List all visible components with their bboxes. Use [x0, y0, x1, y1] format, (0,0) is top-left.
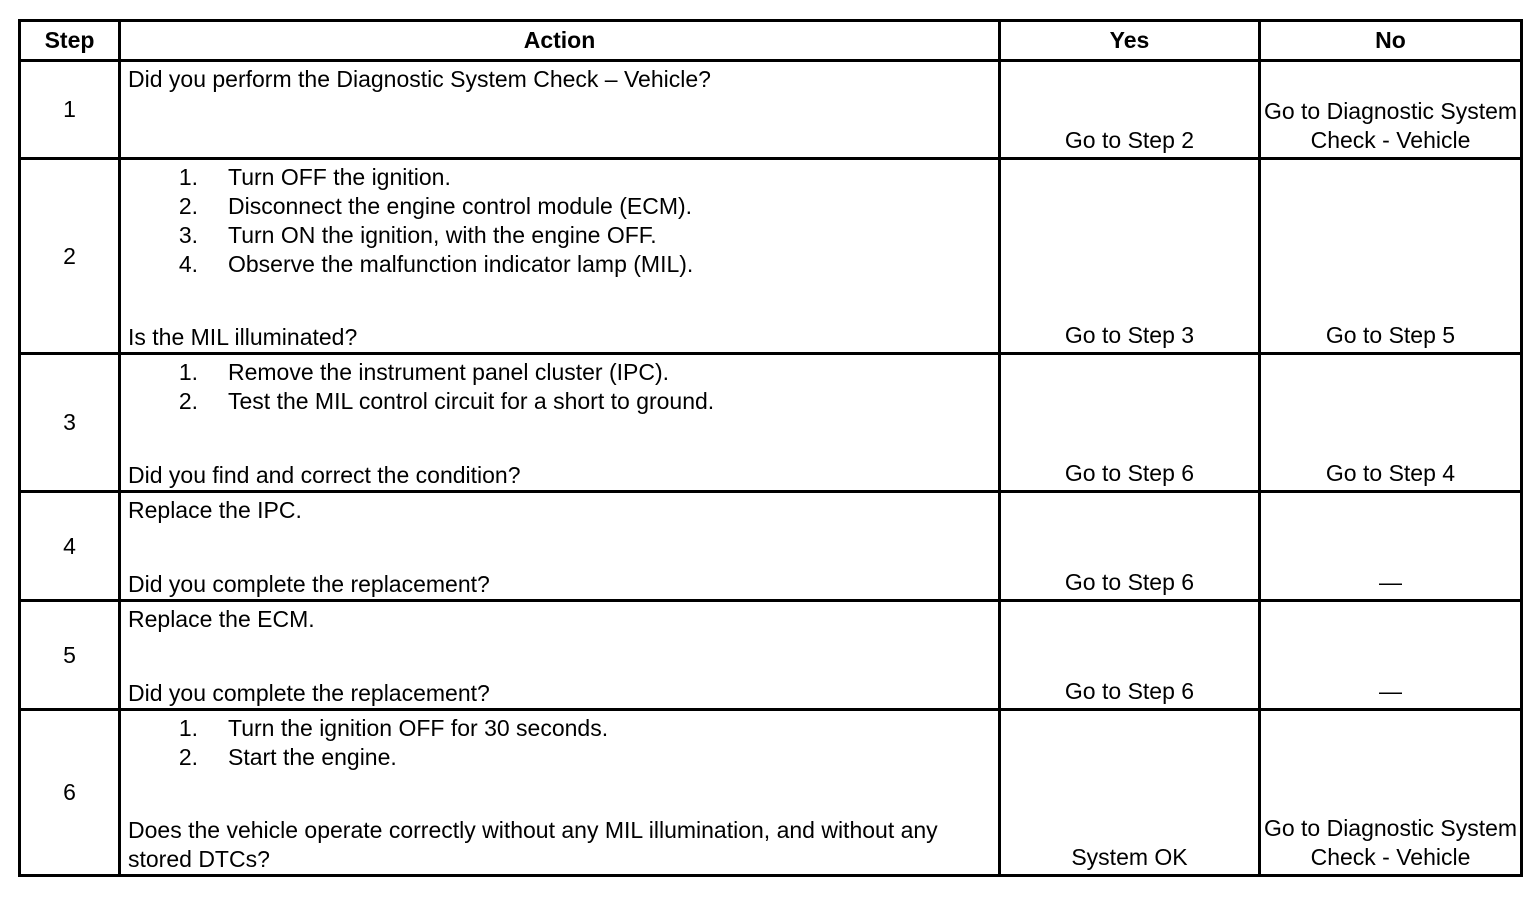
yes-result: Go to Step 6: [1000, 492, 1260, 601]
action-cell: [120, 61, 1000, 159]
list-item: [128, 250, 992, 279]
action-text: Replace the IPC.: [128, 497, 302, 523]
table-row: [20, 159, 1522, 354]
action-cell: [120, 159, 1000, 354]
list-item: [128, 387, 992, 416]
action-question: Did you find and correct the condition?: [128, 462, 521, 488]
no-result: —: [1260, 492, 1522, 601]
diagnostic-table: [18, 19, 1523, 877]
no-result: Go to Diagnostic System Check - Vehicle: [1260, 710, 1522, 876]
list-item-number: 1.: [178, 164, 198, 190]
list-item: [128, 743, 992, 772]
list-item: [128, 163, 992, 192]
yes-result: System OK: [1000, 710, 1260, 876]
list-item-text: Turn ON the ignition, with the engine OFF.: [228, 222, 657, 248]
action-text: Replace the ECM.: [128, 606, 315, 632]
list-item: [128, 358, 992, 387]
list-item-number: 1.: [178, 715, 198, 741]
header-step: Step: [20, 21, 120, 61]
yes-result: Go to Step 6: [1000, 601, 1260, 710]
action-step-list: [128, 358, 992, 416]
table-body: [20, 61, 1522, 876]
step-number: 2: [20, 159, 120, 354]
action-cell: [120, 710, 1000, 876]
table-row: [20, 601, 1522, 710]
table-row: [20, 710, 1522, 876]
action-question: Did you complete the replacement?: [128, 571, 490, 597]
list-item-number: 4.: [178, 251, 198, 277]
list-item-text: Turn OFF the ignition.: [228, 164, 451, 190]
table-row: [20, 61, 1522, 159]
step-number: 4: [20, 492, 120, 601]
header-action: Action: [120, 21, 1000, 61]
list-item-text: Remove the instrument panel cluster (IPC).: [228, 359, 670, 385]
step-number: 3: [20, 354, 120, 492]
header-yes: Yes: [1000, 21, 1260, 61]
table-row: [20, 354, 1522, 492]
list-item-number: 3.: [178, 222, 198, 248]
list-item: [128, 192, 992, 221]
yes-result: Go to Step 3: [1000, 159, 1260, 354]
action-step-list: [128, 714, 992, 772]
action-text: Did you perform the Diagnostic System Check – Vehicle?: [128, 66, 711, 92]
step-number: 5: [20, 601, 120, 710]
list-item-text: Disconnect the engine control module (ECM).: [228, 193, 693, 219]
action-cell: [120, 492, 1000, 601]
no-result: Go to Diagnostic System Check - Vehicle: [1260, 61, 1522, 159]
header-row: [20, 21, 1522, 61]
no-result: Go to Step 5: [1260, 159, 1522, 354]
action-step-list: [128, 163, 992, 279]
step-number: 1: [20, 61, 120, 159]
list-item-number: 2.: [178, 744, 198, 770]
header-no: No: [1260, 21, 1522, 61]
list-item: [128, 714, 992, 743]
no-result: Go to Step 4: [1260, 354, 1522, 492]
list-item-text: Turn the ignition OFF for 30 seconds.: [228, 715, 609, 741]
list-item-text: Observe the malfunction indicator lamp (MIL).: [228, 251, 694, 277]
no-result: —: [1260, 601, 1522, 710]
action-question: Does the vehicle operate correctly without any MIL illumination, and without any stored DTCs?: [128, 817, 938, 872]
step-number: 6: [20, 710, 120, 876]
list-item-text: Test the MIL control circuit for a short to ground.: [228, 388, 715, 414]
list-item-number: 1.: [178, 359, 198, 385]
list-item: [128, 221, 992, 250]
list-item-number: 2.: [178, 388, 198, 414]
list-item-text: Start the engine.: [228, 744, 397, 770]
yes-result: Go to Step 6: [1000, 354, 1260, 492]
action-question: Did you complete the replacement?: [128, 680, 490, 706]
list-item-number: 2.: [178, 193, 198, 219]
yes-result: Go to Step 2: [1000, 61, 1260, 159]
action-cell: [120, 354, 1000, 492]
action-cell: [120, 601, 1000, 710]
table-row: [20, 492, 1522, 601]
action-question: Is the MIL illuminated?: [128, 324, 358, 350]
